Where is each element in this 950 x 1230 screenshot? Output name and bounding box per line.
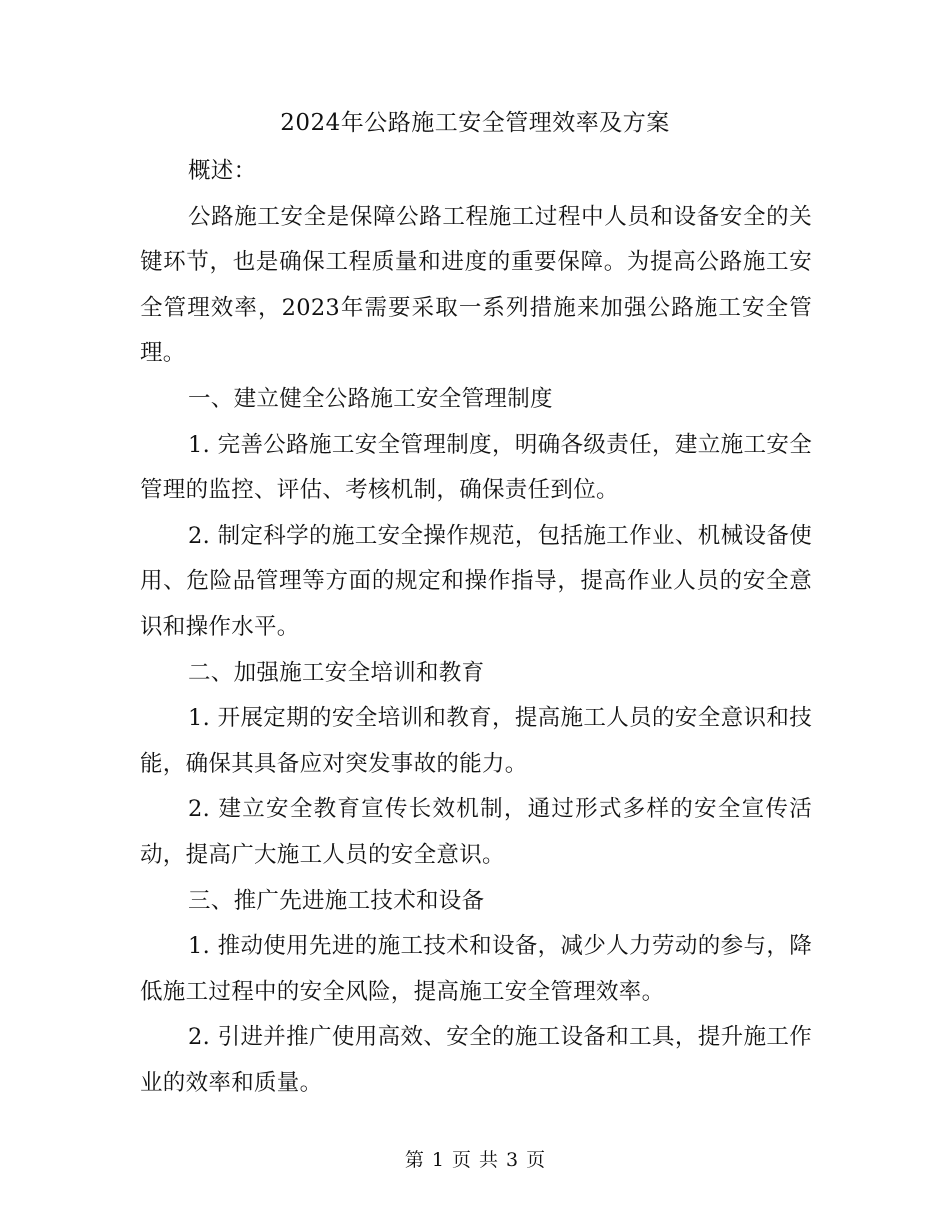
section-1-item-1: 1. 完善公路施工安全管理制度，明确各级责任，建立施工安全管理的监控、评估、考核机制，确保责任到位。 bbox=[140, 431, 812, 504]
document-body bbox=[140, 149, 812, 1106]
page-footer: 第 1 页 共 3 页 bbox=[404, 1149, 546, 1171]
section-heading-3: 三、推广先进施工技术和设备 bbox=[188, 887, 485, 914]
section-2-item-2: 2. 建立安全教育宣传长效机制，通过形式多样的安全宣传活动，提高广大施工人员的安全意识。 bbox=[140, 796, 812, 868]
section-3-item-2: 2. 引进并推广使用高效、安全的施工设备和工具，提升施工作业的效率和质量。 bbox=[140, 1024, 812, 1096]
section-heading-1: 一、建立健全公路施工安全管理制度 bbox=[188, 385, 553, 412]
section-1-item-2: 2. 制定科学的施工安全操作规范，包括施工作业、机械设备使用、危险品管理等方面的规定和操作指导，提高作业人员的安全意识和操作水平。 bbox=[140, 522, 812, 640]
section-3-item-1: 1. 推动使用先进的施工技术和设备，减少人力劳动的参与，降低施工过程中的安全风险，提高施工安全管理效率。 bbox=[140, 933, 812, 1005]
overview-paragraph: 公路施工安全是保障公路工程施工过程中人员和设备安全的关键环节，也是确保工程质量和进度的重要保障。为提高公路施工安全管理效率，2023年需要采取一系列措施来加强公路施工安全管理。 bbox=[140, 203, 812, 367]
overview-heading: 概述： bbox=[188, 158, 257, 184]
document-title: 2024年公路施工安全管理效率及方案 bbox=[280, 110, 670, 136]
section-2-item-1: 1. 开展定期的安全培训和教育，提高施工人员的安全意识和技能，确保其具备应对突发事故的能力。 bbox=[140, 705, 812, 777]
section-heading-2: 二、加强施工安全培训和教育 bbox=[188, 659, 485, 686]
